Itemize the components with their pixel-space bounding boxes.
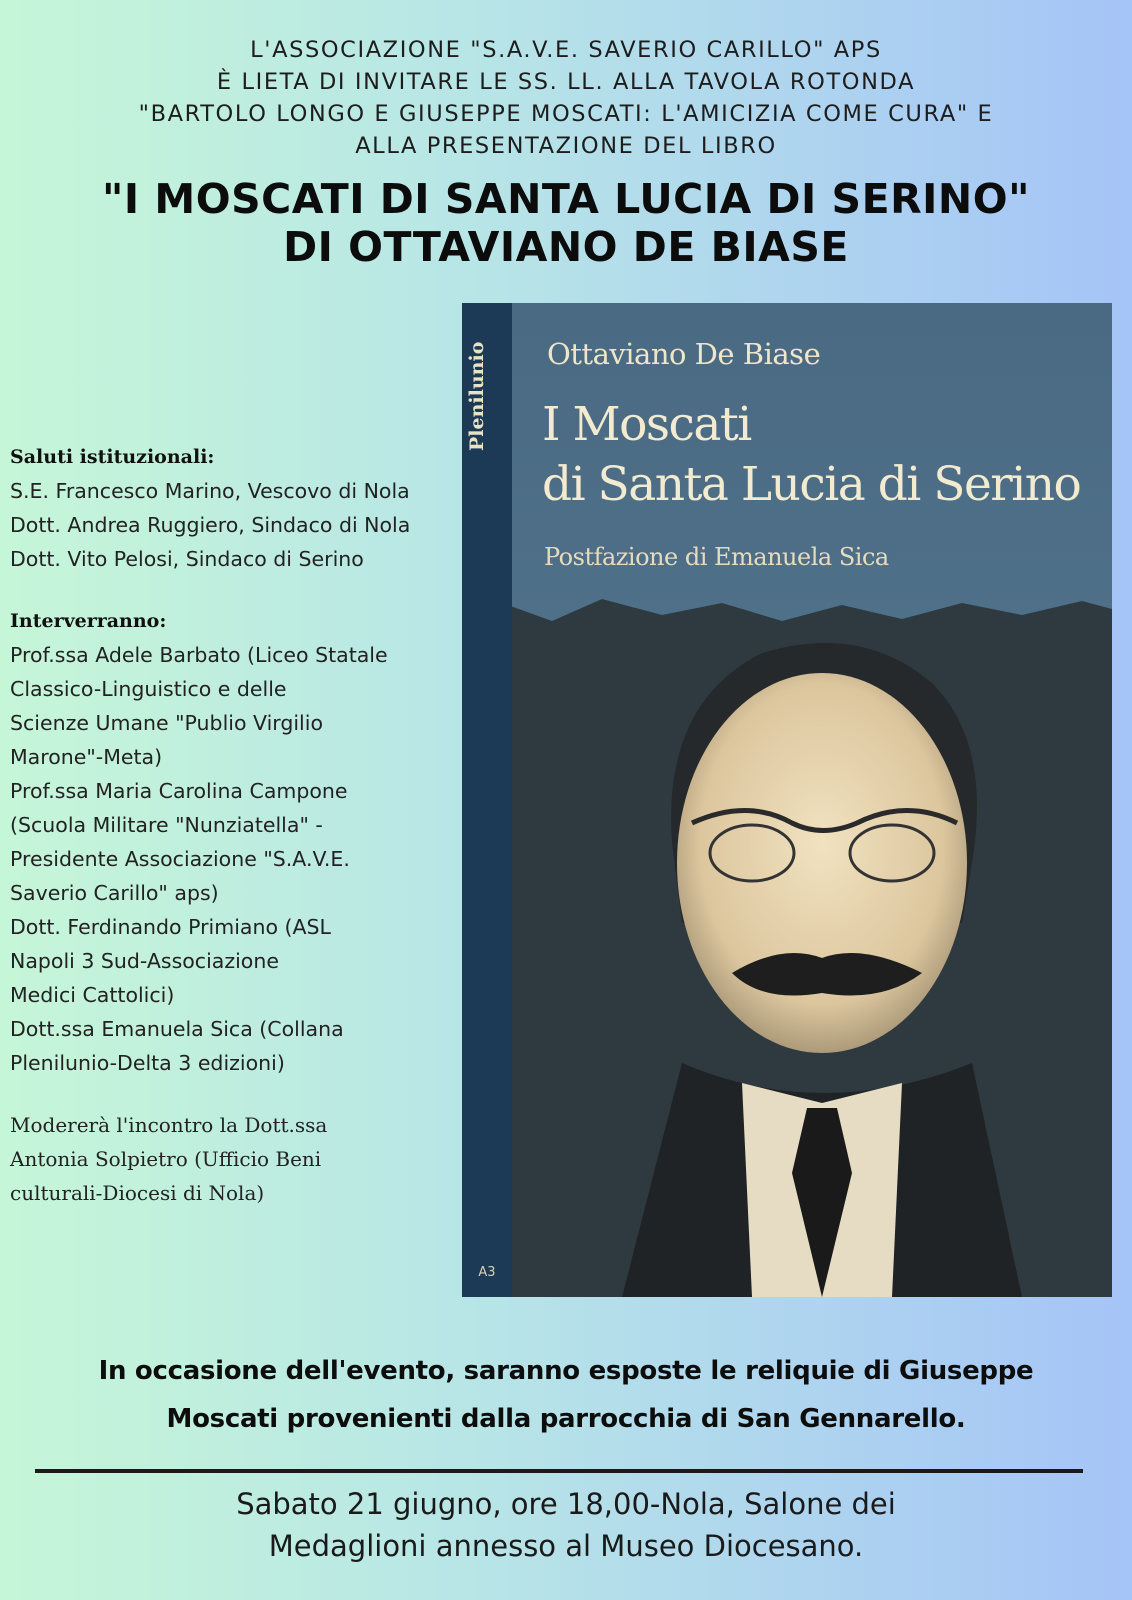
note-line: In occasione dell'evento, saranno esposte le reliquie di Giuseppe bbox=[98, 1356, 1034, 1386]
intro-line: ALLA PRESENTAZIONE DEL LIBRO bbox=[355, 133, 777, 159]
speaker-line: Prof.ssa Adele Barbato (Liceo Statale bbox=[10, 643, 388, 667]
saluti-line: Dott. Andrea Ruggiero, Sindaco di Nola bbox=[10, 513, 411, 537]
cover-author: Ottaviano De Biase bbox=[547, 337, 821, 371]
speaker-line: Prof.ssa Maria Carolina Campone bbox=[10, 779, 348, 803]
speaker-line: Dott.ssa Emanuela Sica (Collana bbox=[10, 1017, 344, 1041]
cover-title-line: I Moscati bbox=[542, 397, 751, 452]
speaker-line: (Scuola Militare "Nunziatella" - bbox=[10, 813, 323, 837]
saluti-heading: Saluti istituzionali: bbox=[10, 446, 215, 468]
moderator-line: Antonia Solpietro (Ufficio Beni bbox=[10, 1147, 322, 1171]
moderator-line: culturali-Diocesi di Nola) bbox=[10, 1181, 265, 1205]
divider bbox=[35, 1469, 1083, 1473]
note-line: Moscati provenienti dalla parrocchia di San Gennarello. bbox=[166, 1404, 966, 1434]
intro-line: È LIETA DI INVITARE LE SS. LL. ALLA TAVOLA ROTONDA bbox=[216, 69, 916, 95]
speaker-line: Medici Cattolici) bbox=[10, 983, 175, 1007]
speaker-line: Napoli 3 Sud-Associazione bbox=[10, 949, 279, 973]
speaker-line: Scienze Umane "Publio Virgilio bbox=[10, 711, 323, 735]
interverranno-heading: Interverranno: bbox=[10, 610, 167, 632]
book-title-line: "I MOSCATI DI SANTA LUCIA DI SERINO" bbox=[102, 175, 1030, 223]
cover-title-line: di Santa Lucia di Serino bbox=[542, 457, 1081, 512]
speaker-line: Plenilunio-Delta 3 edizioni) bbox=[10, 1051, 285, 1075]
speaker-line: Presidente Associazione "S.A.V.E. bbox=[10, 847, 350, 871]
book-cover bbox=[462, 303, 1112, 1297]
event-line: Medaglioni annesso al Museo Diocesano. bbox=[268, 1529, 864, 1563]
speaker-line: Saverio Carillo" aps) bbox=[10, 881, 219, 905]
event-line: Sabato 21 giugno, ore 18,00-Nola, Salone dei bbox=[236, 1487, 896, 1521]
moderator-line: Modererà l'incontro la Dott.ssa bbox=[10, 1113, 328, 1137]
cover-title bbox=[542, 395, 1080, 515]
book-author-line: DI OTTAVIANO DE BIASE bbox=[283, 223, 849, 271]
speaker-line: Marone"-Meta) bbox=[10, 745, 163, 769]
intro-line: "BARTOLO LONGO E GIUSEPPE MOSCATI: L'AMICIZIA COME CURA" E bbox=[138, 101, 994, 127]
face bbox=[677, 673, 967, 1053]
cover-series-label: Plenilunio bbox=[466, 341, 488, 451]
cover-spine-band bbox=[462, 303, 512, 1297]
event-details bbox=[60, 1483, 1072, 1567]
relics-note bbox=[60, 1347, 1072, 1443]
speaker-line: Classico-Linguistico e delle bbox=[10, 677, 287, 701]
invitation-intro bbox=[60, 34, 1072, 162]
saluti-line: Dott. Vito Pelosi, Sindaco di Serino bbox=[10, 547, 364, 571]
saluti-line: S.E. Francesco Marino, Vescovo di Nola bbox=[10, 479, 410, 503]
speakers-column bbox=[10, 440, 450, 1210]
book-title bbox=[10, 175, 1122, 271]
speaker-line: Dott. Ferdinando Primiano (ASL bbox=[10, 915, 331, 939]
publisher-logo: A3 bbox=[478, 1265, 496, 1280]
cover-postfazione: Postfazione di Emanuela Sica bbox=[544, 543, 889, 571]
intro-line: L'ASSOCIAZIONE "S.A.V.E. SAVERIO CARILLO" APS bbox=[250, 37, 882, 63]
